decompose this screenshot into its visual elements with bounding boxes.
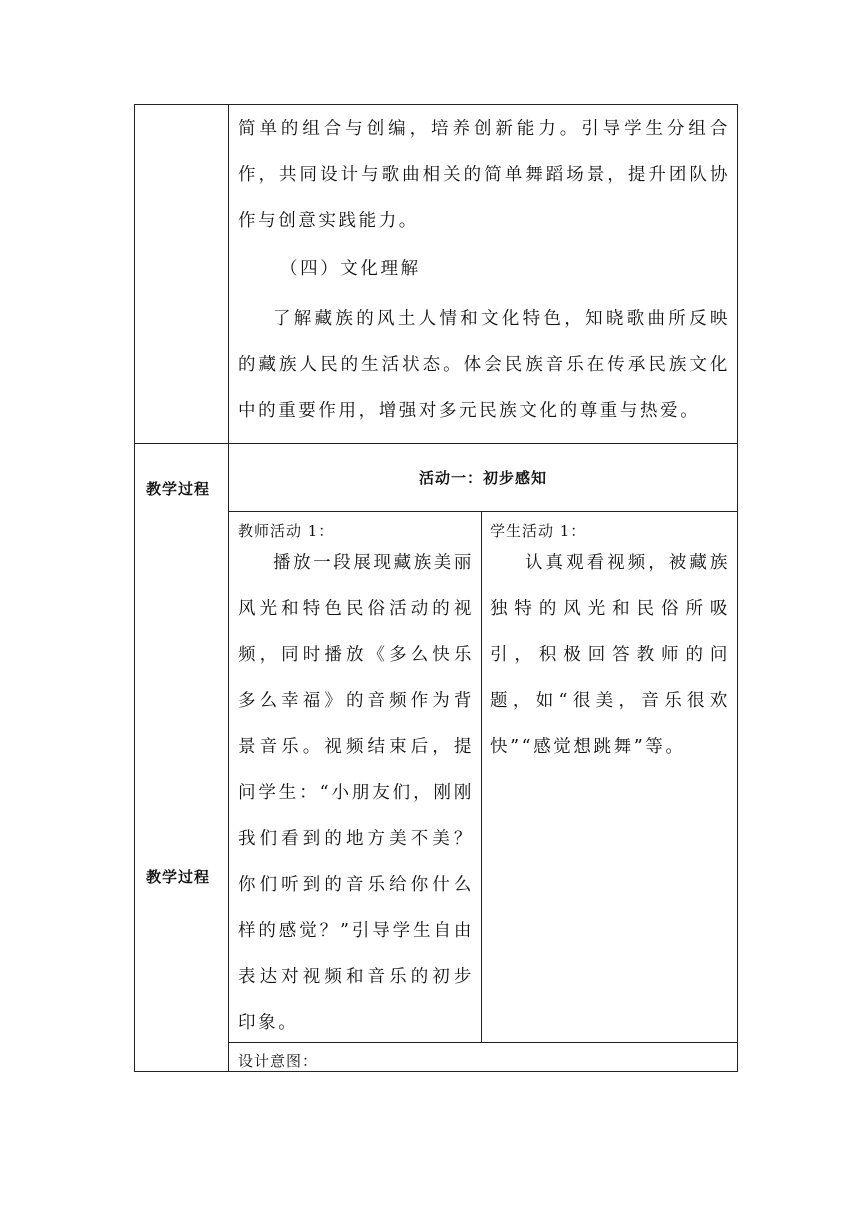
student-activity-heading: 学生活动 1： bbox=[490, 522, 587, 540]
section-heading-culture: （四）文化理解 bbox=[280, 259, 421, 279]
teacher-activity-text: 播放一段展现藏族美丽风光和特色民俗活动的视频，同时播放《多么快乐多么幸福》的音频作为背景音乐。视频结束后，提问学生：“小朋友们，刚刚我们看到的地方美不美？你们听到的音乐给你什么样的感觉？”引导学生自由表达对视频和音乐的初步印象。 bbox=[238, 553, 474, 1033]
table-divider bbox=[228, 511, 738, 512]
design-intent-label: 设计意图： bbox=[238, 1052, 319, 1070]
activity-title: 活动一：初步感知 bbox=[418, 469, 547, 487]
teacher-activity-heading: 教师活动 1： bbox=[238, 522, 335, 540]
paragraph-culture: 了解藏族的风土人情和文化特色，知晓歌曲所反映的藏族人民的生活状态。体会民族音乐在传承民族文化中的重要作用，增强对多元民族文化的尊重与热爱。 bbox=[238, 309, 730, 421]
paragraph-creativity: 简单的组合与创编，培养创新能力。引导学生分组合作，共同设计与歌曲相关的简单舞蹈场景，提升团队协作与创意实践能力。 bbox=[238, 119, 730, 231]
student-activity-text: 认真观看视频，被藏族独特的风光和民俗所吸引，积极回答教师的问题，如“很美，音乐很欢快”“感觉想跳舞”等。 bbox=[490, 553, 730, 757]
row-label-process: 教学过程 bbox=[146, 480, 211, 498]
table-divider bbox=[134, 443, 738, 444]
top-section bbox=[238, 106, 730, 434]
table-divider bbox=[481, 511, 482, 1042]
row-label-process: 教学过程 bbox=[146, 868, 211, 886]
table-divider bbox=[228, 104, 229, 1072]
